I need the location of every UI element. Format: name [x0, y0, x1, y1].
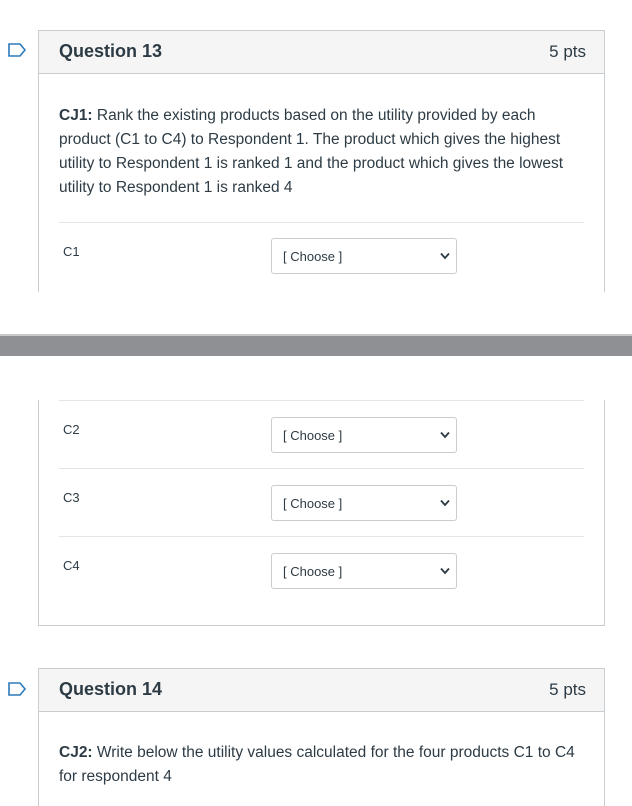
select-value: [ Choose ] — [283, 428, 343, 443]
chevron-down-icon — [440, 252, 450, 260]
rank-select-c1[interactable] — [271, 238, 457, 274]
question-body: Write below the utility values calculated for the four products C1 to C4 for respondent 4 — [59, 744, 575, 785]
row-label-c3: C3 — [63, 490, 80, 505]
rank-select-c2[interactable] — [271, 417, 457, 453]
row-label-c2: C2 — [63, 422, 80, 437]
flag-question-icon[interactable] — [8, 43, 27, 57]
question-code: CJ2: — [59, 744, 93, 761]
flag-question-icon[interactable] — [8, 682, 27, 696]
rank-select-c4[interactable] — [271, 553, 457, 589]
question-title: Question 14 — [59, 679, 163, 699]
row-divider — [59, 400, 584, 401]
question-prompt — [59, 104, 586, 200]
screenshot-divider — [0, 334, 632, 356]
question-14-header — [39, 668, 604, 712]
question-prompt — [59, 741, 586, 789]
question-body: Rank the existing products based on the utility provided by each product (C1 to C4) to Respondent 1. The product which gives the highest utility to Respondent 1 is ranked 1 and the product which gives the lowest utility to Respondent 1 is ranked 4 — [59, 107, 564, 196]
question-14-card — [38, 668, 605, 806]
question-points: 5 pts — [549, 680, 586, 699]
row-label-c1: C1 — [63, 244, 80, 259]
question-title: Question 13 — [59, 41, 163, 61]
select-value: [ Choose ] — [283, 249, 343, 264]
chevron-down-icon — [440, 431, 450, 439]
row-divider — [59, 222, 584, 223]
chevron-down-icon — [440, 499, 450, 507]
row-label-c4: C4 — [63, 558, 80, 573]
question-13-card — [38, 30, 605, 292]
question-points: 5 pts — [549, 42, 586, 61]
question-13-card-continued — [38, 400, 605, 626]
row-divider — [59, 536, 584, 537]
rank-select-c3[interactable] — [271, 485, 457, 521]
select-value: [ Choose ] — [283, 496, 343, 511]
select-value: [ Choose ] — [283, 564, 343, 579]
chevron-down-icon — [440, 567, 450, 575]
question-code: CJ1: — [59, 107, 93, 124]
question-13-header — [39, 30, 604, 74]
row-divider — [59, 468, 584, 469]
